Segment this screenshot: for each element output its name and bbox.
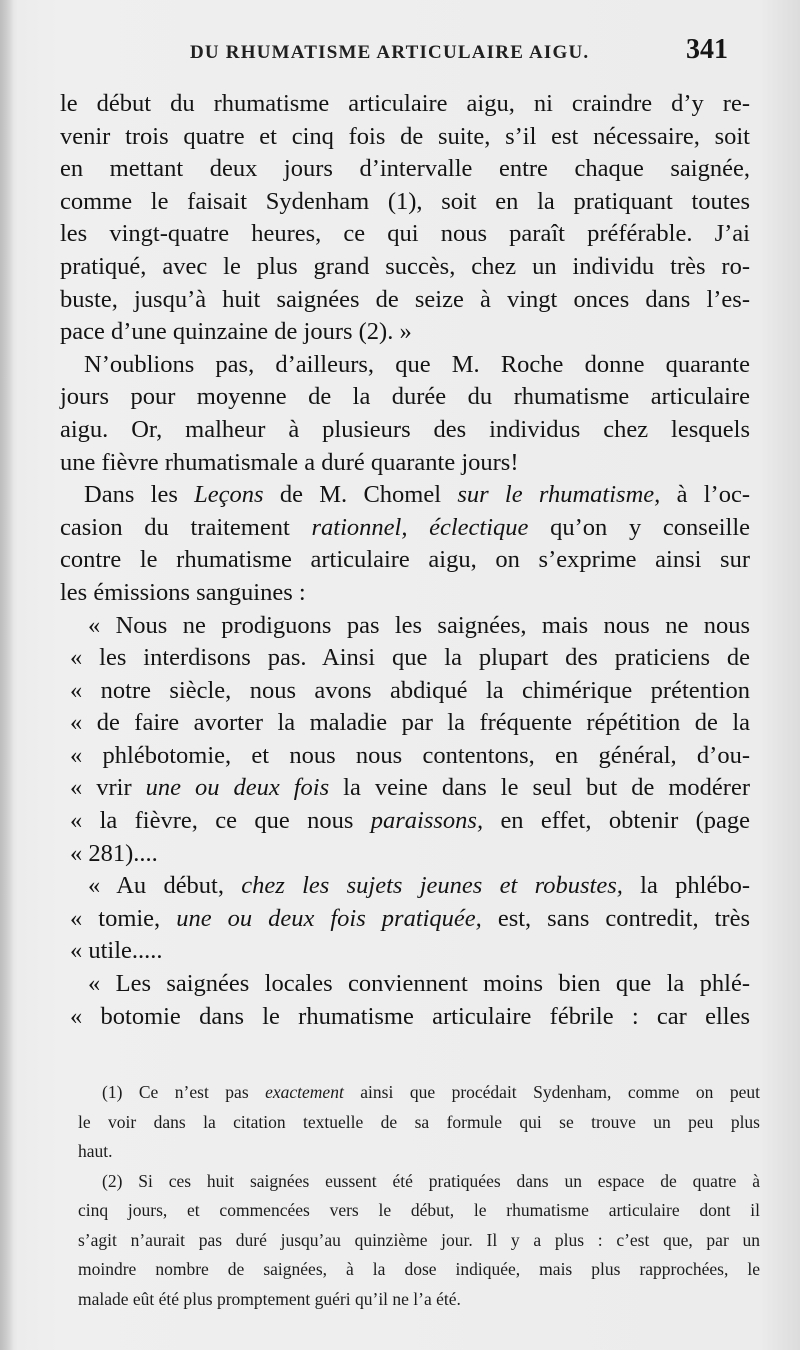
text-run: à l’oc- [660,481,750,509]
text-line [60,935,750,968]
text-line [60,870,750,903]
text-line [60,903,750,936]
text-run: pratiqué, avec le plus grand succès, chez un individu très ro- [60,252,750,280]
text-line [60,251,750,284]
text-run: casion du traitement [60,513,312,541]
text-run: qu’on y conseille [528,513,750,541]
footnote-line [78,1226,760,1256]
italic-text: chez les sujets jeunes et robustes, [241,872,623,900]
text-run: est, sans contredit, très [481,904,750,932]
main-text [60,88,750,1033]
italic-text: rationnel, éclectique [311,513,529,541]
text-run: pace d’une quinzaine de jours (2). » [60,318,412,346]
text-line [60,838,750,871]
text-run: moindre nombre de saignées, à la dose indiquée, mais plus rapprochées, le [78,1259,760,1279]
italic-text: Leçons [194,481,264,509]
text-run: « botomie dans le rhumatisme articulaire fébrile : car elles [70,1002,750,1030]
text-line [60,218,750,251]
italic-text: une ou deux fois pratiquée, [176,904,482,932]
text-line [60,968,750,1001]
footnote-line [78,1196,760,1226]
text-run: les émissions sanguines : [60,578,306,606]
text-line [60,707,750,740]
text-run: la phlébo- [622,872,750,900]
text-run: « tomie, [70,904,177,932]
italic-text: paraissons, [370,807,484,835]
text-run: « la fièvre, ce que nous [70,807,371,835]
text-run: « phlébotomie, et nous nous contentons, en général, d’ou- [70,741,750,769]
page-header [0,34,800,74]
text-line [60,675,750,708]
text-line [60,186,750,219]
italic-text: sur le rhumatisme, [457,481,661,509]
page-gutter-shadow [0,0,14,1350]
text-run: le début du rhumatisme articulaire aigu, ni craindre d’y re- [60,90,750,117]
text-run: (1) Ce n’est pas [102,1082,266,1102]
text-run: « Les saignées locales conviennent moins bien que la phlé- [88,970,750,998]
page-number: 341 [686,34,728,65]
footnotes [78,1078,760,1314]
text-run: « Au début, [88,872,242,900]
footnote-line [78,1078,760,1108]
text-run: buste, jusqu’à huit saignées de seize à vingt onces dans l’es- [60,285,750,313]
text-run: « 281).... [70,839,158,867]
text-run: haut. [78,1141,113,1161]
text-line [60,381,750,414]
text-run: contre le rhumatisme articulaire aigu, on s’exprime ainsi sur [60,546,750,574]
text-line [60,577,750,610]
text-run: ainsi que procédait Sydenham, comme on peut [343,1082,760,1102]
text-run: (2) Si ces huit saignées eussent été pratiquées dans un espace de quatre à [102,1170,760,1191]
text-run: une fièvre rhumatismale a duré quarante jours! [60,448,519,476]
text-run: venir trois quatre et cinq fois de suite, s’il est nécessaire, soit [60,122,750,150]
text-line [60,349,750,382]
text-line [60,284,750,317]
text-run: « vrir [70,774,146,802]
text-run: malade eût été plus promptement guéri qu’il ne l’a été. [78,1288,461,1309]
text-line [60,447,750,480]
text-run: Dans les [84,481,195,509]
footnote-line [78,1255,760,1285]
text-line [60,414,750,447]
footnote-line [78,1137,760,1167]
text-run: « les interdisons pas. Ainsi que la plupart des praticiens de [70,644,750,672]
text-line [60,512,750,545]
text-line [60,740,750,773]
text-line [60,316,750,349]
italic-text: une ou deux fois [145,774,330,802]
text-run: les vingt-quatre heures, ce qui nous paraît préférable. J’ai [60,220,750,248]
italic-text: exactement [265,1082,344,1102]
footnote-line [78,1108,760,1138]
footnote-line [78,1167,760,1197]
text-run: « de faire avorter la maladie par la fréquente répétition de la [70,709,750,737]
text-line [60,88,750,121]
text-run: la veine dans le seul but de modérer [329,774,750,802]
text-line [60,805,750,838]
text-line [60,153,750,186]
text-run: « Nous ne prodiguons pas les saignées, mais nous ne nous [88,611,750,639]
text-run: en effet, obtenir (page [483,807,750,835]
text-run: N’oublions pas, d’ailleurs, que M. Roche donne quarante [84,350,750,378]
text-line [60,642,750,675]
text-run: cinq jours, et commencées vers le début, le rhumatisme articulaire dont il [78,1200,760,1220]
text-line [60,544,750,577]
text-run: jours pour moyenne de la durée du rhumatisme articulaire [60,383,750,411]
text-line [60,610,750,643]
text-run: s’agit n’aurait pas duré jusqu’au quinzième jour. Il y a plus : c’est que, par un [78,1229,760,1250]
text-line [60,772,750,805]
text-line [60,479,750,512]
text-run: comme le faisait Sydenham (1), soit en la pratiquant toutes [60,187,750,215]
footnote-line [78,1285,760,1315]
text-run: « utile..... [70,937,163,965]
text-run: aigu. Or, malheur à plusieurs des individus chez lesquels [60,415,750,443]
text-run: de M. Chomel [263,481,458,509]
text-line [60,121,750,154]
running-title: DU RHUMATISME ARTICULAIRE AIGU. [190,42,590,63]
text-line [60,1001,750,1034]
text-run: « notre siècle, nous avons abdiqué la chimérique prétention [70,676,750,704]
text-run: en mettant deux jours d’intervalle entre chaque saignée, [60,155,750,183]
text-run: le voir dans la citation textuelle de sa formule qui se trouve un peu plus [78,1111,760,1132]
